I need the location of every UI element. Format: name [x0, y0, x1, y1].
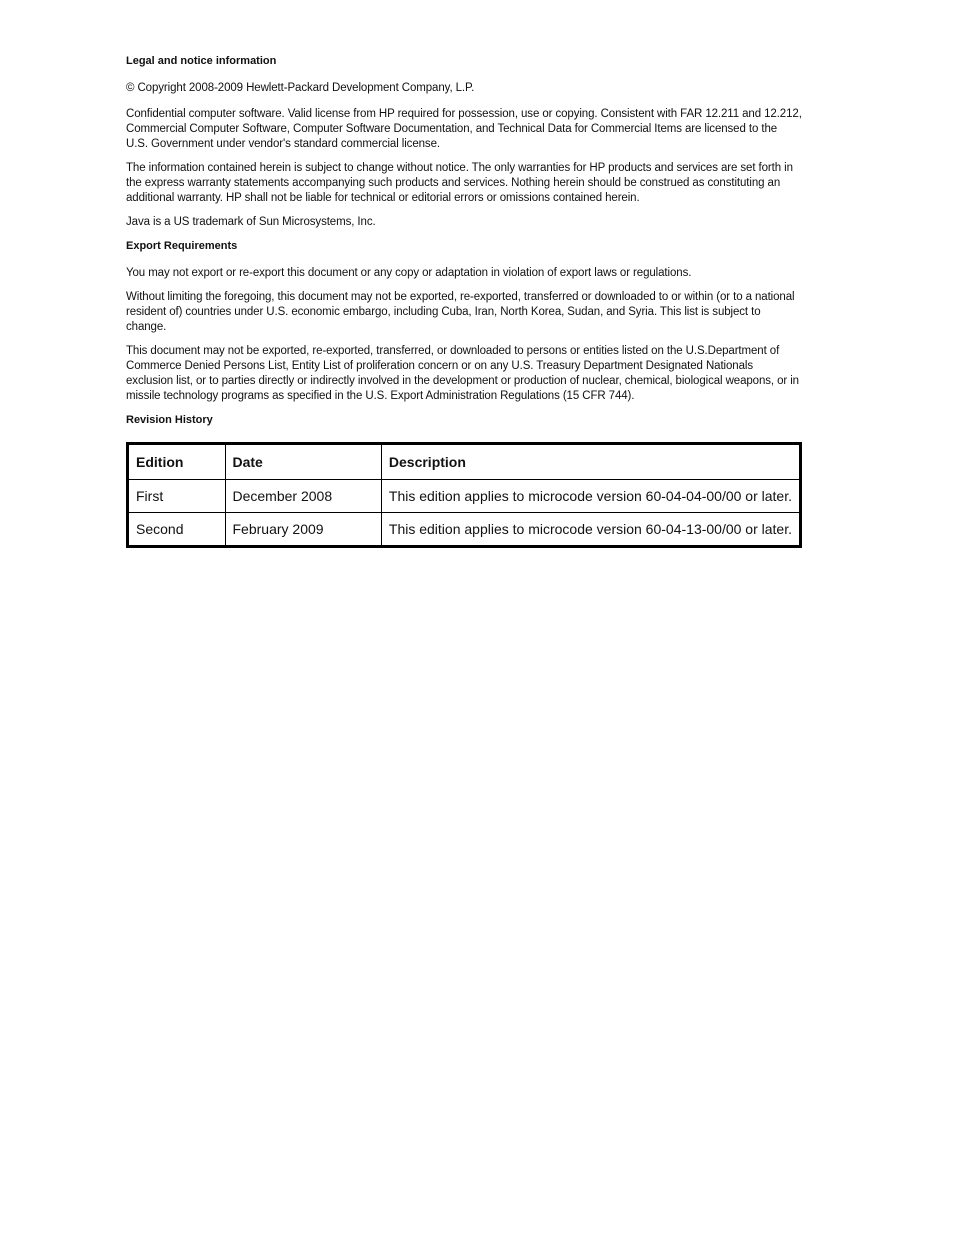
cell-description: This edition applies to microcode version 60-04-04-00/00 or later.	[381, 480, 800, 513]
cell-description: This edition applies to microcode version 60-04-13-00/00 or later.	[381, 513, 800, 547]
export-paragraph-1: You may not export or re-export this document or any copy or adaptation in violation of export laws or regulations.	[126, 267, 692, 279]
document-page	[126, 54, 802, 548]
revision-history-table	[126, 442, 802, 548]
confidential-paragraph: Confidential computer software. Valid license from HP required for possession, use or copying. Consistent with FAR 12.211 and 12.212, Commercial Computer Software, Computer Software Documentation, and Technical Data for Commercial Items are licensed to the U.S. Government under vendor's standard commercial license.	[126, 108, 802, 150]
table-row	[128, 480, 801, 513]
column-header-edition: Edition	[128, 444, 226, 480]
export-paragraph-2: Without limiting the foregoing, this document may not be exported, re-exported, transferred or downloaded to or within (or to a national resident of) countries under U.S. economic embargo, including Cuba, Iran, North Korea, Sudan, and Syria. This list is subject to change.	[126, 291, 795, 333]
cell-edition: Second	[128, 513, 226, 547]
revision-heading: Revision History	[126, 414, 213, 426]
cell-edition: First	[128, 480, 226, 513]
copyright-text: © Copyright 2008-2009 Hewlett-Packard Development Company, L.P.	[126, 82, 475, 94]
cell-date: December 2008	[225, 480, 381, 513]
information-paragraph: The information contained herein is subject to change without notice. The only warranties for HP products and services are set forth in the express warranty statements accompanying such products and services. Nothing herein should be construed as constituting an additional warranty. HP shall not be liable for technical or editorial errors or omissions contained herein.	[126, 162, 793, 204]
cell-date: February 2009	[225, 513, 381, 547]
legal-heading: Legal and notice information	[126, 55, 277, 67]
column-header-description: Description	[381, 444, 800, 480]
export-heading: Export Requirements	[126, 240, 238, 252]
java-trademark-paragraph: Java is a US trademark of Sun Microsystems, Inc.	[126, 216, 376, 228]
export-paragraph-3: This document may not be exported, re-exported, transferred, or downloaded to persons or entities listed on the U.S.Department of Commerce Denied Persons List, Entity List of proliferation concern or on any U.S. Treasury Department Designated Nationals exclusion list, or to parties directly or indirectly involved in the development or production of nuclear, chemical, biological weapons, or in missile technology programs as specified in the U.S. Export Administration Regulations (15 CFR 744).	[126, 345, 799, 402]
table-header-row	[128, 444, 801, 480]
column-header-date: Date	[225, 444, 381, 480]
table-row	[128, 513, 801, 547]
